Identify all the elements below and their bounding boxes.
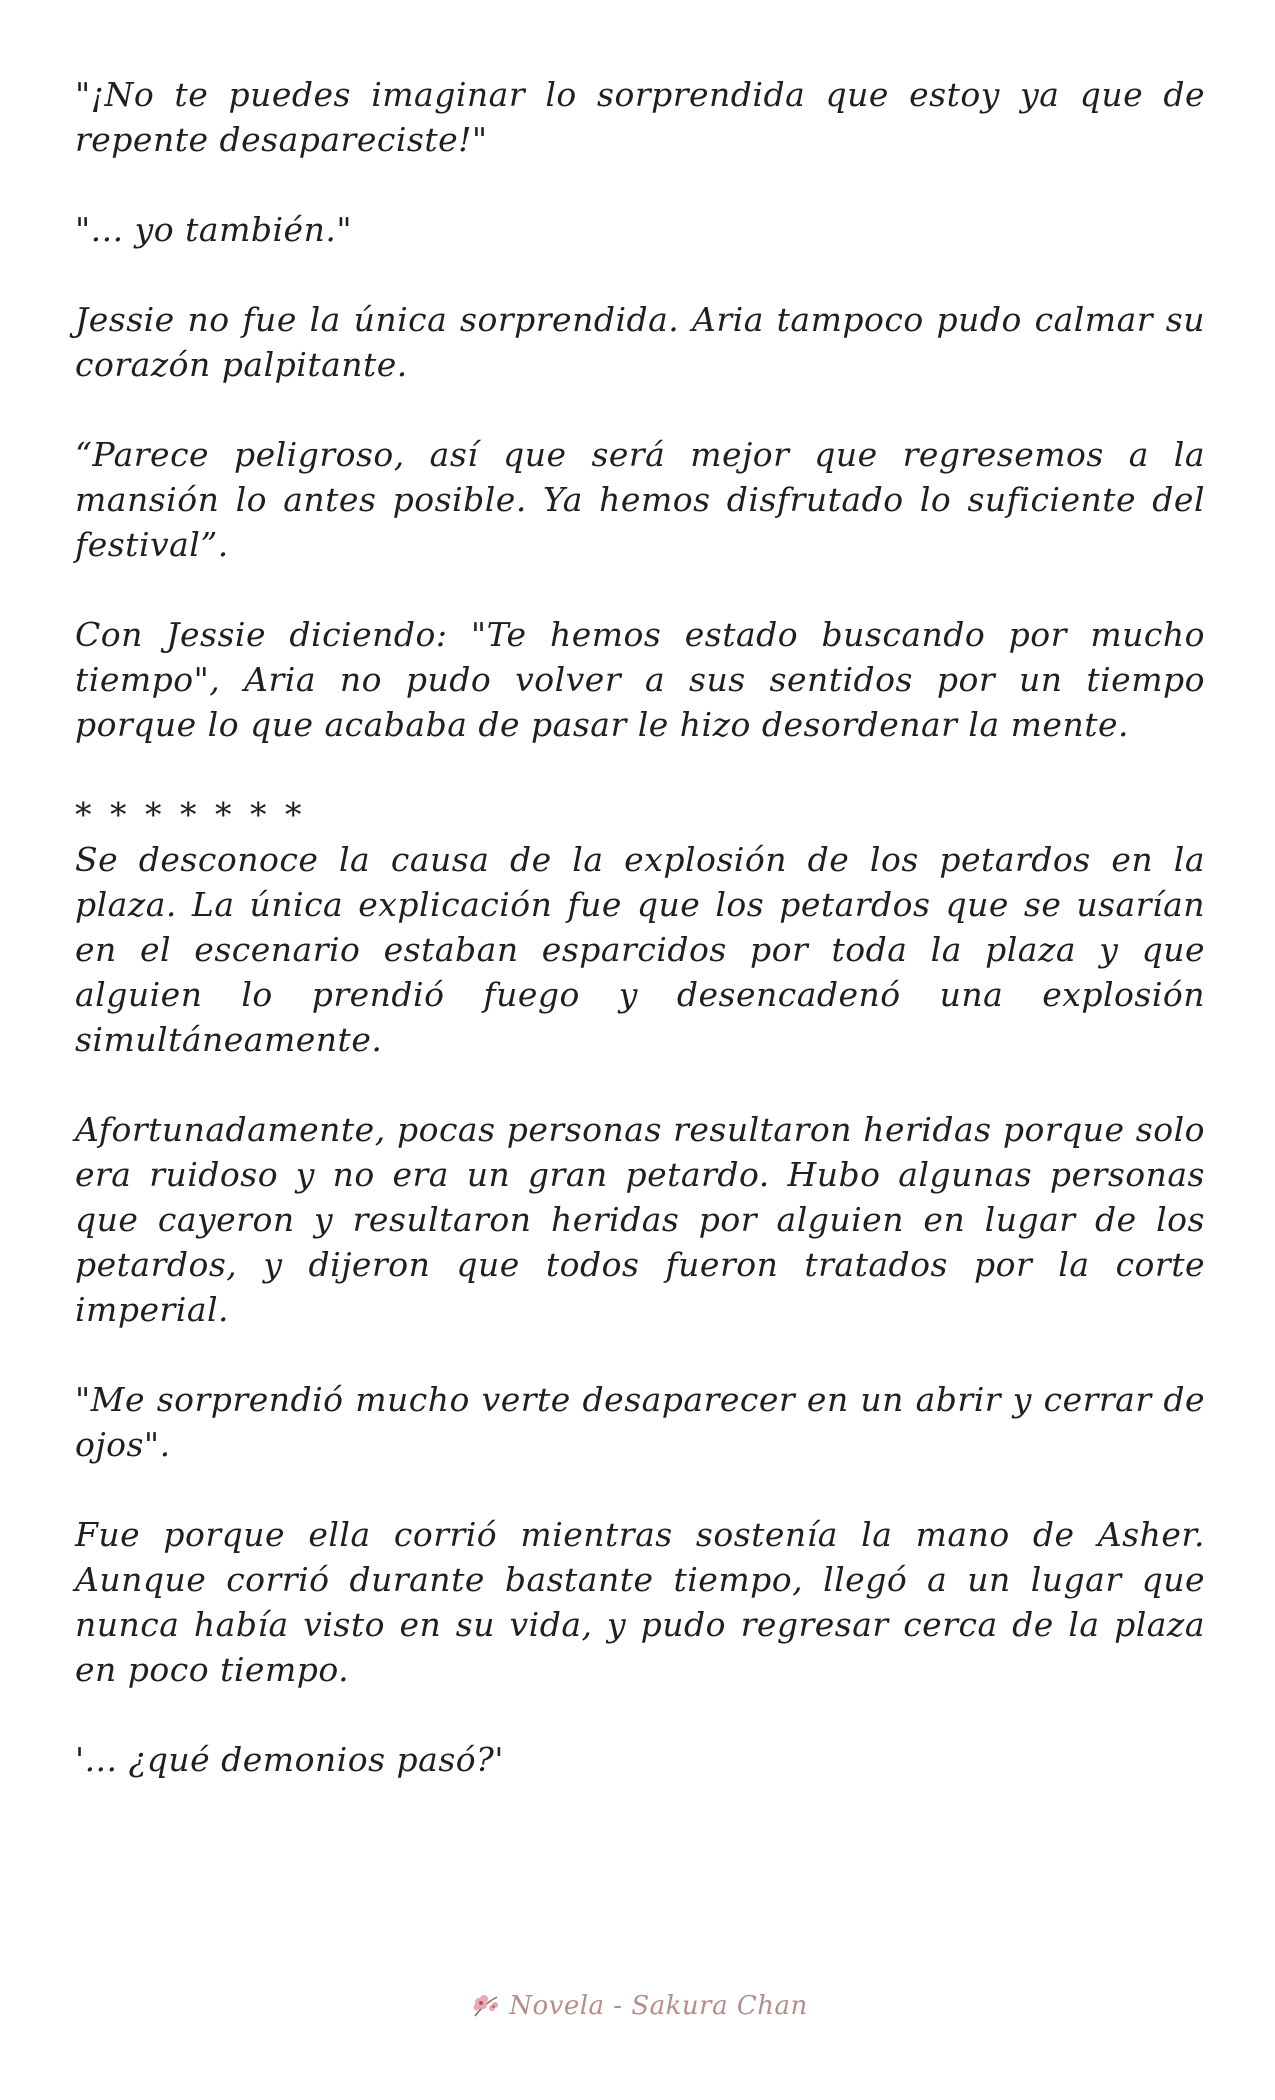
paragraph-1: "¡No te puedes imaginar lo sorprendida que estoy ya que de repente desapareciste!" [75, 75, 1205, 159]
scene-separator: * * * * * * * [75, 795, 306, 834]
paragraph-9: Fue porque ella corrió mientras sostenía la mano de Asher. Aunque corrió durante bastante tiempo, llegó a un lugar que nunca había visto en su vida, y pudo regresar cerca de la plaza en poco tiempo. [75, 1515, 1205, 1689]
paragraph-2: "... yo también." [75, 210, 352, 249]
sakura-flower-icon [467, 1988, 503, 2024]
paragraph-5: Con Jessie diciendo: "Te hemos estado buscando por mucho tiempo", Aria no pudo volver a sus sentidos por un tiempo porque lo que acababa de pasar le hizo desordenar la mente. [75, 615, 1205, 744]
paragraph-8: "Me sorprendió mucho verte desaparecer en un abrir y cerrar de ojos". [75, 1380, 1205, 1464]
paragraph-4: “Parece peligroso, así que será mejor que regresemos a la mansión lo antes posible. Ya hemos disfrutado lo suficiente del festival”. [75, 435, 1205, 564]
paragraph-7: Afortunadamente, pocas personas resultaron heridas porque solo era ruidoso y no era un gran petardo. Hubo algunas personas que cayeron y resultaron heridas por alguien en lugar de los petardos, y dijeron que todos fueron tratados por la corte imperial. [75, 1110, 1205, 1329]
footer-credit: Novela - Sakura Chan [509, 1991, 808, 2021]
footer-watermark [0, 1988, 1275, 2024]
paragraph-3: Jessie no fue la única sorprendida. Aria tampoco pudo calmar su corazón palpitante. [75, 300, 1205, 384]
paragraph-10: '... ¿qué demonios pasó?' [75, 1740, 504, 1779]
paragraph-6: Se desconoce la causa de la explosión de los petardos en la plaza. La única explicación fue que los petardos que se usarían en el escenario estaban esparcidos por toda la plaza y que alguien lo prendió fuego y desencadenó una explosión simultáneamente. [75, 840, 1205, 1059]
document-body [75, 72, 1205, 1827]
